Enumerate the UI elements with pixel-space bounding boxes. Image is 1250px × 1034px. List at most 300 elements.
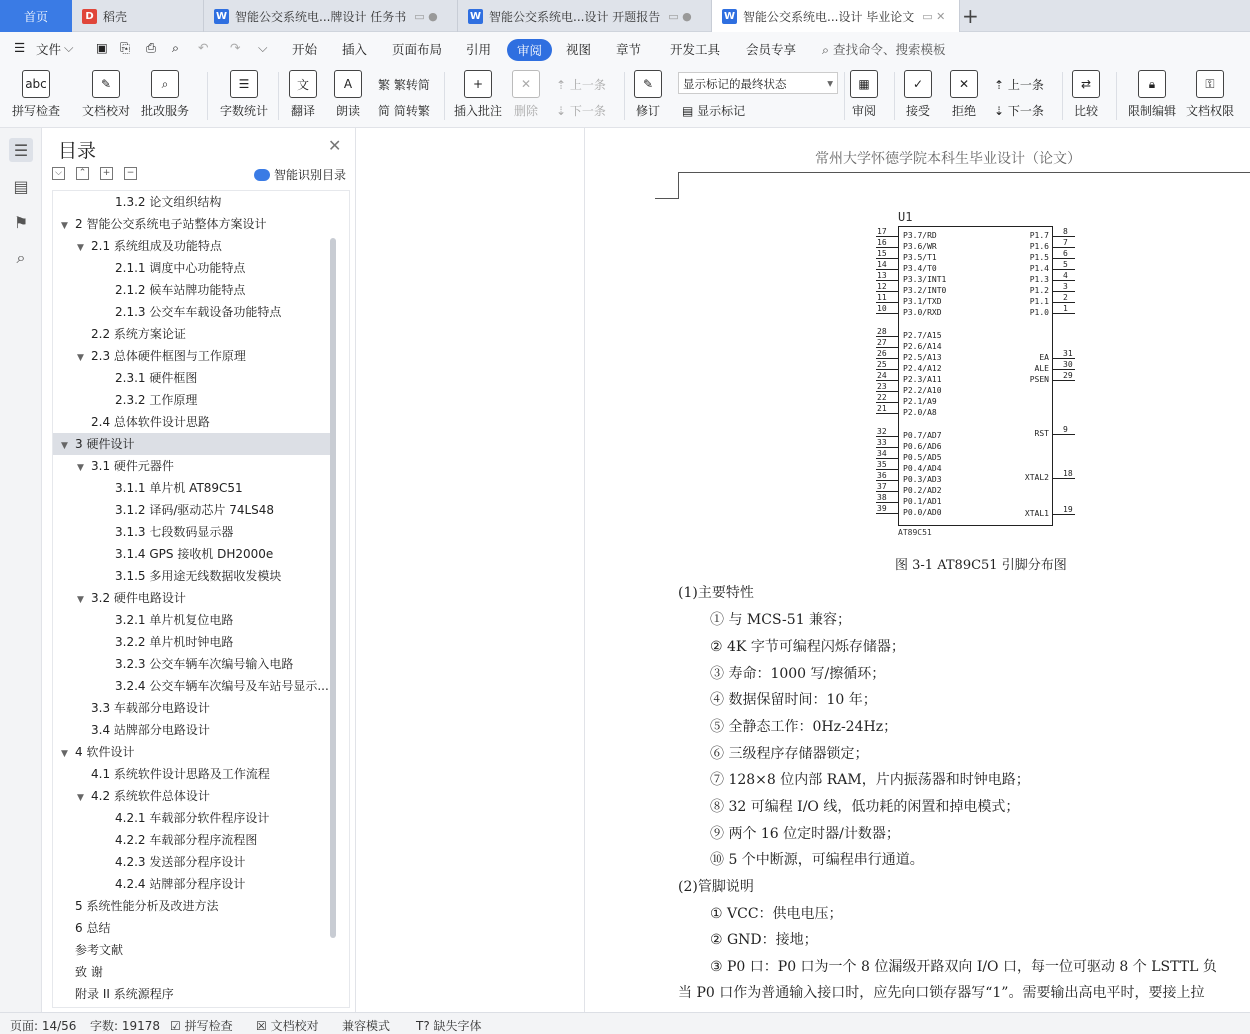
body-line: ① 与 MCS-51 兼容； — [710, 612, 852, 628]
header-rule — [678, 172, 1250, 173]
toc-item-label: 2.1.1 调度中心功能特点 — [115, 261, 246, 275]
document-canvas — [584, 128, 1250, 1012]
word-doc-icon: W — [215, 10, 228, 22]
chevron-down-icon[interactable]: ⌵ — [64, 40, 74, 55]
toc-item[interactable] — [53, 873, 331, 895]
body-line: ⑩ 5 个中断源，可编程串行通道。 — [710, 852, 924, 868]
spell-check-button[interactable] — [12, 70, 60, 119]
pin-label: P2.1/A9 — [903, 397, 937, 406]
toc-item-label: 2.1 系统组成及功能特点 — [91, 239, 222, 253]
menu-bar — [0, 32, 1250, 66]
doc-permission-button[interactable] — [1186, 70, 1234, 119]
share-icon[interactable]: ⎘ — [120, 40, 131, 55]
convert-icon: 繁 — [378, 78, 391, 92]
pin-number: 9 — [1063, 425, 1068, 434]
menu-chapter[interactable]: 章节 — [616, 42, 642, 57]
collapse-all-icon[interactable]: ⌵ — [52, 167, 65, 180]
toc-item[interactable] — [53, 895, 331, 917]
toc-item[interactable] — [53, 279, 331, 301]
pin-line — [876, 280, 898, 281]
toc-item-label: 2.2 系统方案论证 — [91, 327, 186, 341]
toc-item-label: 4.2 系统软件总体设计 — [91, 789, 210, 803]
pin-number: 38 — [877, 493, 887, 502]
chevron-down-icon[interactable]: ▼ — [77, 595, 84, 605]
toc-item[interactable] — [53, 631, 331, 653]
pin-label: P0.5/AD5 — [903, 453, 942, 462]
simp-to-trad-button[interactable] — [378, 102, 430, 119]
toc-item-label: 3.2.3 公交车辆车次编号输入电路 — [115, 657, 294, 671]
search-command[interactable] — [822, 40, 946, 58]
pin-line — [1053, 269, 1075, 270]
pin-number: 29 — [1063, 371, 1073, 380]
pin-line — [876, 447, 898, 448]
pin-number: 7 — [1063, 238, 1068, 247]
search-icon[interactable]: ⌕ — [16, 248, 26, 267]
smart-toc-button[interactable] — [254, 166, 346, 183]
pin-line — [1053, 291, 1075, 292]
translate-label: 翻译 — [290, 104, 315, 118]
accept-icon: ✓ — [904, 70, 932, 98]
tab-label: 稻壳 — [103, 9, 128, 24]
toc-item[interactable] — [53, 961, 331, 983]
status-spell-check[interactable] — [170, 1017, 233, 1034]
tab-proposal[interactable] — [458, 0, 712, 32]
toc-item-label: 4.2.3 发送部分程序设计 — [115, 855, 246, 869]
hamburger-icon[interactable]: ☰ — [14, 40, 26, 55]
toc-item-label: 1.3.2 论文组织结构 — [115, 195, 222, 209]
status-bar — [0, 1012, 1250, 1034]
word-count-icon: ☰ — [230, 70, 258, 98]
pin-label: P3.1/TXD — [903, 297, 942, 306]
word-doc-icon: W — [469, 10, 482, 22]
pin-label: P0.3/AD3 — [903, 475, 942, 484]
missing-fonts[interactable] — [416, 1017, 482, 1034]
pin-label: P1.7 — [1029, 231, 1049, 240]
next-change-button[interactable] — [994, 102, 1044, 119]
pin-line — [876, 502, 898, 503]
pin-label: P3.6/WR — [903, 242, 937, 251]
pin-line — [876, 469, 898, 470]
pin-label: P1.3 — [1029, 275, 1049, 284]
toc-item[interactable] — [53, 807, 331, 829]
font-icon: T? — [416, 1019, 430, 1033]
pin-number: 26 — [877, 349, 887, 358]
divider — [844, 72, 845, 120]
body-line: ① VCC：供电电压； — [710, 906, 843, 922]
pin-label: P1.6 — [1029, 242, 1049, 251]
checkbox-icon: ☑ — [170, 1019, 181, 1033]
proofread-label: 文档校对 — [82, 104, 131, 118]
pin-label: P1.2 — [1029, 286, 1049, 295]
pin-label: P1.0 — [1029, 308, 1049, 317]
body-line: ⑤ 全静态工作：0Hz-24Hz； — [710, 719, 898, 735]
remove-entry-icon[interactable]: − — [124, 167, 137, 180]
toc-item[interactable] — [53, 543, 331, 565]
toc-item-label: 2 智能公交系统电子站整体方案设计 — [75, 217, 267, 231]
tab-bar — [0, 0, 1250, 32]
divider — [624, 72, 625, 120]
next-comment-icon: ⇣ — [556, 104, 567, 118]
delete-label: 删除 — [513, 104, 538, 118]
pin-number: 36 — [877, 471, 887, 480]
pin-number: 4 — [1063, 271, 1068, 280]
toc-item[interactable] — [53, 301, 331, 323]
reject-button[interactable] — [950, 70, 978, 119]
next-comment-button[interactable] — [556, 102, 606, 119]
annotate-label: 批改服务 — [141, 104, 190, 118]
show-markup-button[interactable] — [682, 102, 745, 119]
review-pane-button[interactable] — [850, 70, 878, 119]
restrict-label: 限制编辑 — [1128, 104, 1177, 118]
close-icon[interactable]: ▭ ✕ — [922, 9, 946, 23]
pin-line — [1053, 280, 1075, 281]
read-aloud-icon: A — [334, 70, 362, 98]
section-heading: (1)主要特性 — [678, 585, 754, 601]
toc-item[interactable] — [53, 565, 331, 587]
annotate-service-button[interactable] — [141, 70, 189, 119]
divider — [1062, 72, 1063, 120]
read-aloud-label: 朗读 — [335, 104, 360, 118]
pin-line — [876, 391, 898, 392]
body-line: ③ 寿命：1000 写/擦循环； — [710, 666, 886, 682]
review-ribbon — [0, 66, 1250, 128]
pin-label: P2.2/A10 — [903, 386, 942, 395]
accept-label: 接受 — [905, 104, 930, 118]
toc-item-label: 2.3.1 硬件框图 — [115, 371, 198, 385]
toc-item[interactable] — [53, 653, 331, 675]
toc-item-label: 2.4 总体软件设计思路 — [91, 415, 210, 429]
toc-item[interactable] — [53, 851, 331, 873]
toc-item[interactable] — [53, 939, 331, 961]
menu-member[interactable]: 会员专享 — [746, 42, 797, 57]
trad-label: 繁转简 — [393, 78, 430, 92]
delete-comment-button[interactable] — [512, 70, 540, 119]
divider — [278, 72, 279, 120]
toc-item[interactable] — [53, 521, 331, 543]
pin-label: P0.7/AD7 — [903, 431, 942, 440]
pin-label: P1.1 — [1029, 297, 1049, 306]
chevron-down-icon[interactable]: ▼ — [61, 221, 68, 231]
toc-item[interactable] — [53, 587, 331, 609]
toc-item-label: 5 系统性能分析及改进方法 — [75, 899, 219, 913]
pin-number: 35 — [877, 460, 887, 469]
toc-item[interactable] — [53, 829, 331, 851]
word-count-button[interactable] — [220, 70, 268, 119]
pin-line — [876, 258, 898, 259]
pin-line — [1053, 313, 1075, 314]
toc-item-label: 2.1.3 公交车车载设备功能特点 — [115, 305, 282, 319]
toc-item-label: 3.3 车载部分电路设计 — [91, 701, 210, 715]
toc-item[interactable] — [53, 455, 331, 477]
search-icon: ⌕ — [822, 42, 830, 57]
toc-item[interactable] — [53, 609, 331, 631]
toc-item[interactable] — [53, 499, 331, 521]
toc-item-label: 4.2.1 车载部分软件程序设计 — [115, 811, 270, 825]
toc-item-label: 3.1.4 GPS 接收机 DH2000e — [115, 547, 274, 561]
tab-label: 智能公交系统电...设计 毕业论文 — [743, 9, 915, 24]
pin-number: 16 — [877, 238, 887, 247]
chip-ref-label: U1 — [898, 210, 913, 224]
pin-number: 21 — [877, 404, 887, 413]
tab-home[interactable]: 首页 — [0, 0, 72, 32]
pin-label: P0.2/AD2 — [903, 486, 942, 495]
print-preview-icon[interactable]: ⌕ — [172, 40, 180, 55]
word-count-label: 字数统计 — [220, 104, 269, 118]
chevron-down-icon[interactable]: ▼ — [77, 243, 84, 253]
next-change-icon: ⇣ — [994, 104, 1005, 118]
menu-file[interactable]: 文件 — [36, 42, 62, 57]
toc-item-label: 3.2.1 单片机复位电路 — [115, 613, 234, 627]
missing-font-label: 缺失字体 — [433, 1019, 482, 1033]
body-line: ⑨ 两个 16 位定时器/计数器； — [710, 826, 900, 842]
prev-change-button[interactable] — [994, 76, 1044, 93]
body-line: ③ P0 口：P0 口为一个 8 位漏级开路双向 I/O 口，每一位可驱动 8 个 LSTTL 负 — [710, 959, 1217, 975]
smart-icon — [254, 169, 270, 181]
pin-line — [876, 369, 898, 370]
trad-to-simp-button[interactable] — [378, 76, 430, 93]
toc-item[interactable] — [53, 697, 331, 719]
status-proof-label: 文档校对 — [270, 1019, 319, 1033]
track-label: 修订 — [635, 104, 660, 118]
pin-line — [1053, 380, 1075, 381]
toc-item-label: 4.2.4 站牌部分程序设计 — [115, 877, 246, 891]
insert-comment-label: 插入批注 — [454, 104, 503, 118]
toc-item-label: 3.2.2 单片机时钟电路 — [115, 635, 234, 649]
read-aloud-button[interactable] — [334, 70, 362, 119]
pin-number: 13 — [877, 271, 887, 280]
toc-item-label: 3.2 硬件电路设计 — [91, 591, 186, 605]
toc-item[interactable] — [53, 785, 331, 807]
pin-line — [1053, 369, 1075, 370]
pin-number: 17 — [877, 227, 887, 236]
toc-item[interactable] — [53, 741, 331, 763]
print-icon[interactable]: ⎙ — [146, 40, 157, 55]
tab-status-icon: ▭ ● — [668, 9, 692, 23]
tab-task-book[interactable] — [204, 0, 458, 32]
new-tab-button[interactable]: + — [962, 4, 979, 28]
close-icon[interactable]: ✕ — [328, 136, 342, 155]
pin-number: 1 — [1063, 304, 1068, 313]
tab-docer[interactable] — [72, 0, 204, 32]
pin-label: P2.0/A8 — [903, 408, 937, 417]
chevron-down-icon[interactable]: ▼ — [61, 749, 68, 759]
menu-layout[interactable]: 页面布局 — [392, 42, 443, 57]
pin-number: 18 — [1063, 469, 1073, 478]
menu-review[interactable]: 审阅 — [507, 39, 552, 61]
pin-line — [876, 347, 898, 348]
tab-status-icon: ▭ ● — [414, 9, 438, 23]
toc-item[interactable] — [53, 213, 331, 235]
toc-item[interactable] — [53, 257, 331, 279]
body-line: ⑥ 三级程序存储器锁定； — [710, 746, 869, 762]
toc-item[interactable] — [53, 323, 331, 345]
toc-item[interactable] — [53, 345, 331, 367]
pin-number: 23 — [877, 382, 887, 391]
pin-number: 14 — [877, 260, 887, 269]
margin-mark — [678, 172, 679, 198]
comment-add-icon: + — [464, 70, 492, 98]
toc-scrollbar[interactable] — [330, 238, 336, 938]
next2-label: 下一条 — [1007, 104, 1044, 118]
pin-line — [876, 480, 898, 481]
body-line: 当 P0 口作为普通输入接口时，应先向口锁存器写“1”。需要输出高电平时，要接上拉 — [678, 985, 1205, 1001]
perm-label: 文档权限 — [1186, 104, 1235, 118]
menu-start[interactable]: 开始 — [292, 42, 318, 57]
expand-all-icon[interactable]: ⌃ — [76, 167, 89, 180]
toc-item[interactable] — [53, 983, 331, 1005]
docer-icon: D — [82, 9, 97, 24]
bookmark-icon[interactable]: ⚑ — [13, 212, 29, 232]
pin-label: P0.4/AD4 — [903, 464, 942, 473]
toc-item[interactable] — [53, 367, 331, 389]
markup-state-select[interactable] — [678, 72, 838, 94]
toc-item[interactable] — [53, 389, 331, 411]
toc-item-label: 2.3 总体硬件框图与工作原理 — [91, 349, 246, 363]
toc-panel-icon[interactable]: ☰ — [9, 138, 33, 162]
chapter-nav-icon[interactable]: ▤ — [13, 176, 29, 196]
more-icon[interactable]: ⌵ — [258, 40, 268, 55]
redo-icon[interactable]: ↷ — [230, 40, 241, 55]
pin-label: P3.5/T1 — [903, 253, 937, 262]
menu-view[interactable]: 视图 — [566, 42, 592, 57]
simp-label: 简转繁 — [393, 104, 430, 118]
prev-label: 上一条 — [569, 78, 606, 92]
pin-line — [876, 413, 898, 414]
pin-line — [876, 380, 898, 381]
status-spell-label: 拼写检查 — [184, 1019, 233, 1033]
proofread-icon: ☒ — [256, 1019, 267, 1033]
pin-number: 8 — [1063, 227, 1068, 236]
pin-label: P3.0/RXD — [903, 308, 942, 317]
menu-insert[interactable]: 插入 — [342, 42, 368, 57]
search-command-label: 查找命令、搜索模板 — [833, 42, 946, 57]
section-heading: (2)管脚说明 — [678, 879, 754, 895]
accept-button[interactable] — [904, 70, 932, 119]
pin-number: 11 — [877, 293, 887, 302]
pin-label: P3.3/INT1 — [903, 275, 947, 284]
chevron-down-icon: ▾ — [827, 76, 833, 90]
pin-number: 24 — [877, 371, 887, 380]
status-proofread[interactable] — [256, 1017, 319, 1034]
review-pane-icon: ▦ — [850, 70, 878, 98]
chevron-down-icon[interactable]: ▼ — [77, 353, 84, 363]
pin-number: 5 — [1063, 260, 1068, 269]
review-label: 审阅 — [851, 104, 876, 118]
pin-label: XTAL2 — [1024, 473, 1049, 482]
toc-item-label: 3.1.5 多用途无线数据收发模块 — [115, 569, 282, 583]
toc-item[interactable] — [53, 675, 331, 697]
pin-label: P0.1/AD1 — [903, 497, 942, 506]
chip-diagram — [865, 210, 1075, 540]
toc-item-label: 3 硬件设计 — [75, 437, 135, 451]
pin-line — [1053, 302, 1075, 303]
body-line: ⑦ 128×8 位内部 RAM，片内振荡器和时钟电路； — [710, 772, 1030, 788]
pin-number: 22 — [877, 393, 887, 402]
pin-number: 37 — [877, 482, 887, 491]
reject-label: 拒绝 — [951, 104, 976, 118]
page-indicator[interactable]: 页面: 14/56 — [10, 1019, 77, 1033]
chevron-down-icon[interactable]: ▼ — [77, 463, 84, 473]
toc-title: 目录 — [58, 140, 97, 162]
menu-developer[interactable]: 开发工具 — [670, 42, 721, 57]
save-icon[interactable]: ▣ — [96, 40, 108, 55]
permission-icon: ⚿ — [1196, 70, 1224, 98]
toc-item[interactable] — [53, 411, 331, 433]
pin-line — [876, 247, 898, 248]
toc-item-label: 6 总结 — [75, 921, 111, 935]
toc-item[interactable] — [53, 191, 331, 213]
add-entry-icon[interactable]: + — [100, 167, 113, 180]
toc-item-label: 致 谢 — [75, 965, 103, 979]
compare-button[interactable] — [1072, 70, 1100, 119]
pin-line — [876, 269, 898, 270]
toc-item-label: 3.1.3 七段数码显示器 — [115, 525, 234, 539]
prev-change-icon: ⇡ — [994, 78, 1005, 92]
toc-item[interactable] — [53, 235, 331, 257]
word-count[interactable]: 字数: 19178 — [90, 1019, 161, 1033]
divider — [894, 72, 895, 120]
undo-icon[interactable]: ↶ — [198, 40, 209, 55]
pin-label: P2.4/A12 — [903, 364, 942, 373]
toc-item[interactable] — [53, 763, 331, 785]
toc-item-label: 3.1.2 译码/驱动芯片 74LS48 — [115, 503, 275, 517]
pin-label: P3.4/T0 — [903, 264, 937, 273]
chevron-down-icon[interactable]: ▼ — [61, 441, 68, 451]
pin-number: 28 — [877, 327, 887, 336]
pin-label: P3.7/RD — [903, 231, 937, 240]
insert-comment-button[interactable] — [454, 70, 502, 119]
tab-thesis[interactable] — [712, 0, 960, 32]
toc-item[interactable] — [53, 477, 331, 499]
toc-list — [52, 190, 350, 1008]
track-changes-button[interactable] — [634, 70, 662, 119]
tab-label: 智能公交系统电...牌设计 任务书 — [235, 9, 407, 24]
pin-line — [876, 336, 898, 337]
pin-number: 19 — [1063, 505, 1073, 514]
smart-toc-label: 智能识别目录 — [274, 168, 347, 182]
toc-item[interactable] — [53, 719, 331, 741]
pin-line — [876, 302, 898, 303]
pin-line — [876, 358, 898, 359]
pin-label: P1.4 — [1029, 264, 1049, 273]
pin-label: P2.6/A14 — [903, 342, 942, 351]
toc-item-label: 3.1 硬件元器件 — [91, 459, 174, 473]
pin-line — [1053, 478, 1075, 479]
pin-line — [876, 313, 898, 314]
convert-icon: 简 — [378, 104, 391, 118]
pin-line — [1053, 236, 1075, 237]
chip-part-name: AT89C51 — [898, 528, 932, 537]
restrict-edit-button[interactable] — [1128, 70, 1176, 119]
pin-line — [1053, 258, 1075, 259]
prev-comment-button[interactable] — [556, 76, 606, 93]
body-line: ④ 数据保留时间：10 年； — [710, 692, 877, 708]
prev2-label: 上一条 — [1007, 78, 1044, 92]
translate-button[interactable] — [289, 70, 317, 119]
chevron-down-icon[interactable]: ▼ — [77, 793, 84, 803]
show-markup-label: 显示标记 — [697, 104, 746, 118]
pin-number: 2 — [1063, 293, 1068, 302]
track-changes-icon: ✎ — [634, 70, 662, 98]
prev-comment-icon: ⇡ — [556, 78, 567, 92]
pin-label: P3.2/INT0 — [903, 286, 947, 295]
proofread-button[interactable] — [82, 70, 130, 119]
toc-item[interactable] — [53, 917, 331, 939]
toc-item[interactable] — [53, 433, 331, 455]
menu-reference[interactable]: 引用 — [466, 42, 492, 57]
show-markup-icon: ▤ — [682, 104, 694, 118]
pin-line — [876, 436, 898, 437]
